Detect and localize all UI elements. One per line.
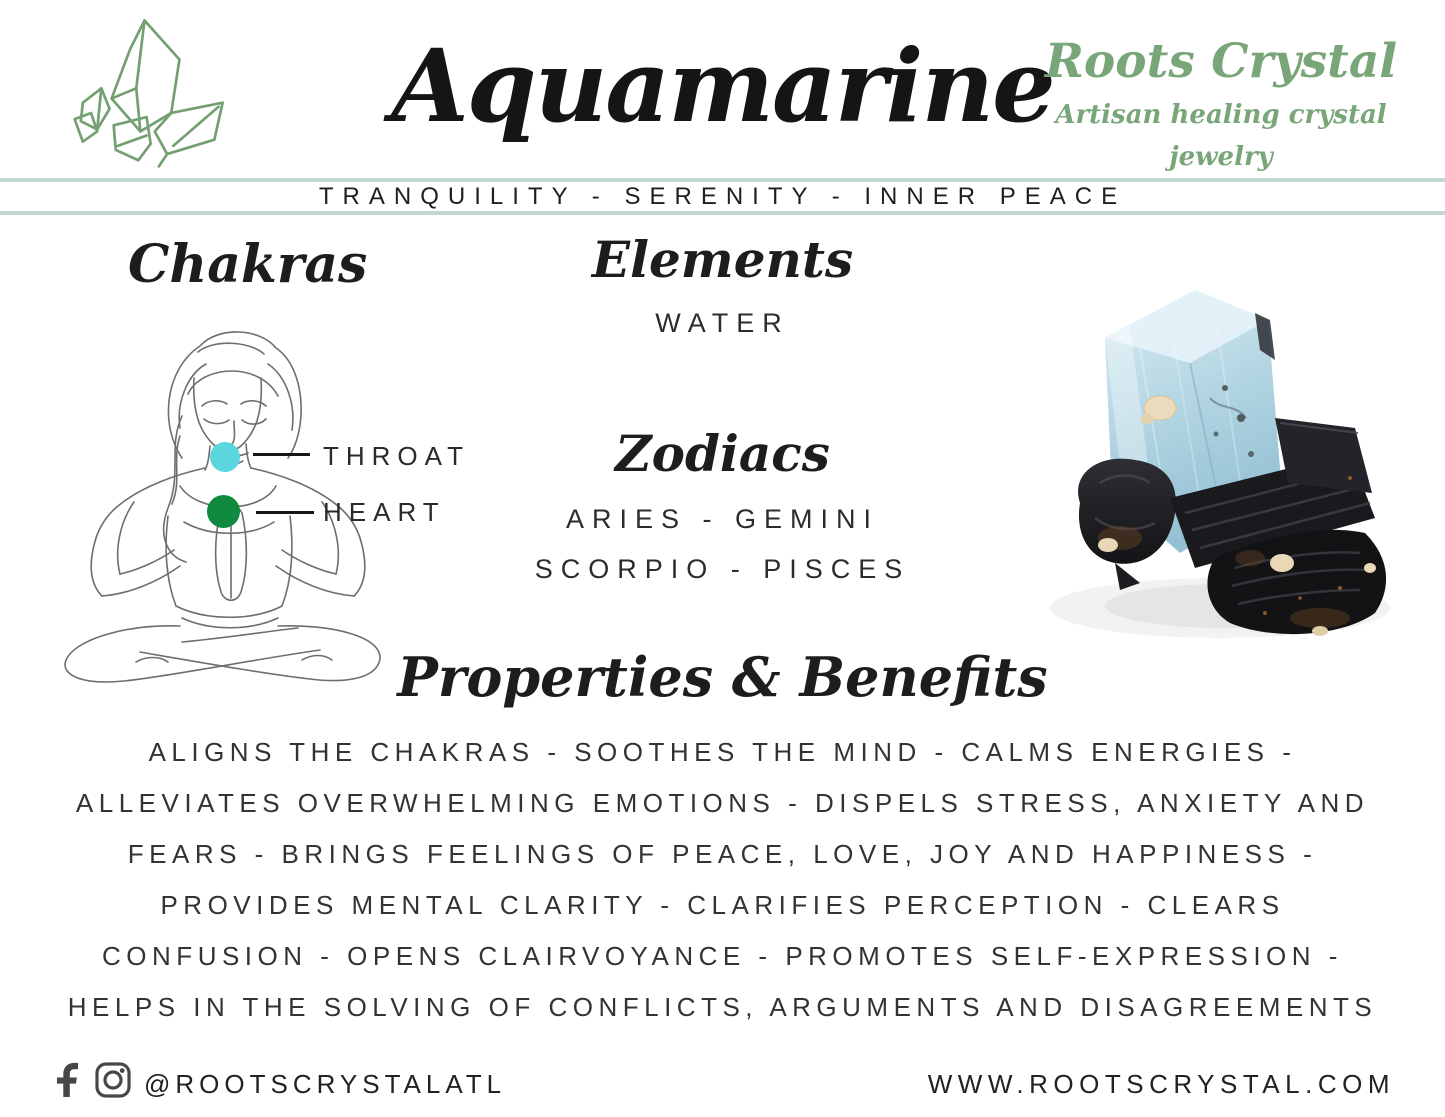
- heart-chakra-dot: [207, 495, 240, 528]
- facebook-icon[interactable]: [55, 1062, 79, 1098]
- page-title: Aquamarine: [391, 27, 1054, 145]
- benefits-line: CONFUSION - OPENS CLAIRVOYANCE - PROMOTES SELF-EXPRESSION -: [102, 941, 1343, 971]
- benefits-line: ALIGNS THE CHAKRAS - SOOTHES THE MIND - CALMS ENERGIES -: [148, 737, 1297, 767]
- heart-connector-line: [256, 511, 314, 514]
- benefits-heading: Properties & Benefits: [397, 645, 1048, 709]
- throat-label: THROAT: [323, 441, 470, 471]
- benefits-line: FEARS - BRINGS FEELINGS OF PEACE, LOVE, JOY AND HAPPINESS -: [127, 839, 1318, 869]
- brand-name: Roots Crystal: [1044, 34, 1398, 89]
- heart-label: HEART: [323, 497, 446, 527]
- instagram-icon[interactable]: [94, 1061, 132, 1099]
- tagline-text: TRANQUILITY - SERENITY - INNER PEACE: [318, 182, 1127, 210]
- zodiacs-heading: Zodiacs: [615, 424, 830, 483]
- aquamarine-specimen-photo: [1020, 268, 1430, 658]
- elements-heading: Elements: [591, 230, 854, 289]
- zodiacs-line-2: SCORPIO - PISCES: [534, 554, 911, 584]
- throat-connector-line: [253, 453, 310, 456]
- social-handle-link[interactable]: @ROOTSCRYSTALATL: [144, 1069, 507, 1099]
- elements-value: WATER: [655, 308, 790, 338]
- chakras-heading: Chakras: [128, 234, 368, 295]
- benefits-line: PROVIDES MENTAL CLARITY - CLARIFIES PERCEPTION - CLEARS: [160, 890, 1285, 920]
- zodiacs-line-1: ARIES - GEMINI: [565, 504, 880, 534]
- tagline-banner: [0, 178, 1445, 215]
- benefits-line: ALLEVIATES OVERWHELMING EMOTIONS - DISPELS STRESS, ANXIETY AND: [75, 788, 1370, 818]
- benefits-paragraph: [40, 727, 1405, 1033]
- benefits-line: HELPS IN THE SOLVING OF CONFLICTS, ARGUMENTS AND DISAGREEMENTS: [67, 992, 1378, 1022]
- brand-tagline: Artisan healing crystal jewelry: [1055, 100, 1387, 172]
- website-link[interactable]: WWW.ROOTSCRYSTAL.COM: [927, 1069, 1395, 1099]
- throat-chakra-dot: [210, 442, 240, 472]
- brand-block: [1011, 30, 1431, 178]
